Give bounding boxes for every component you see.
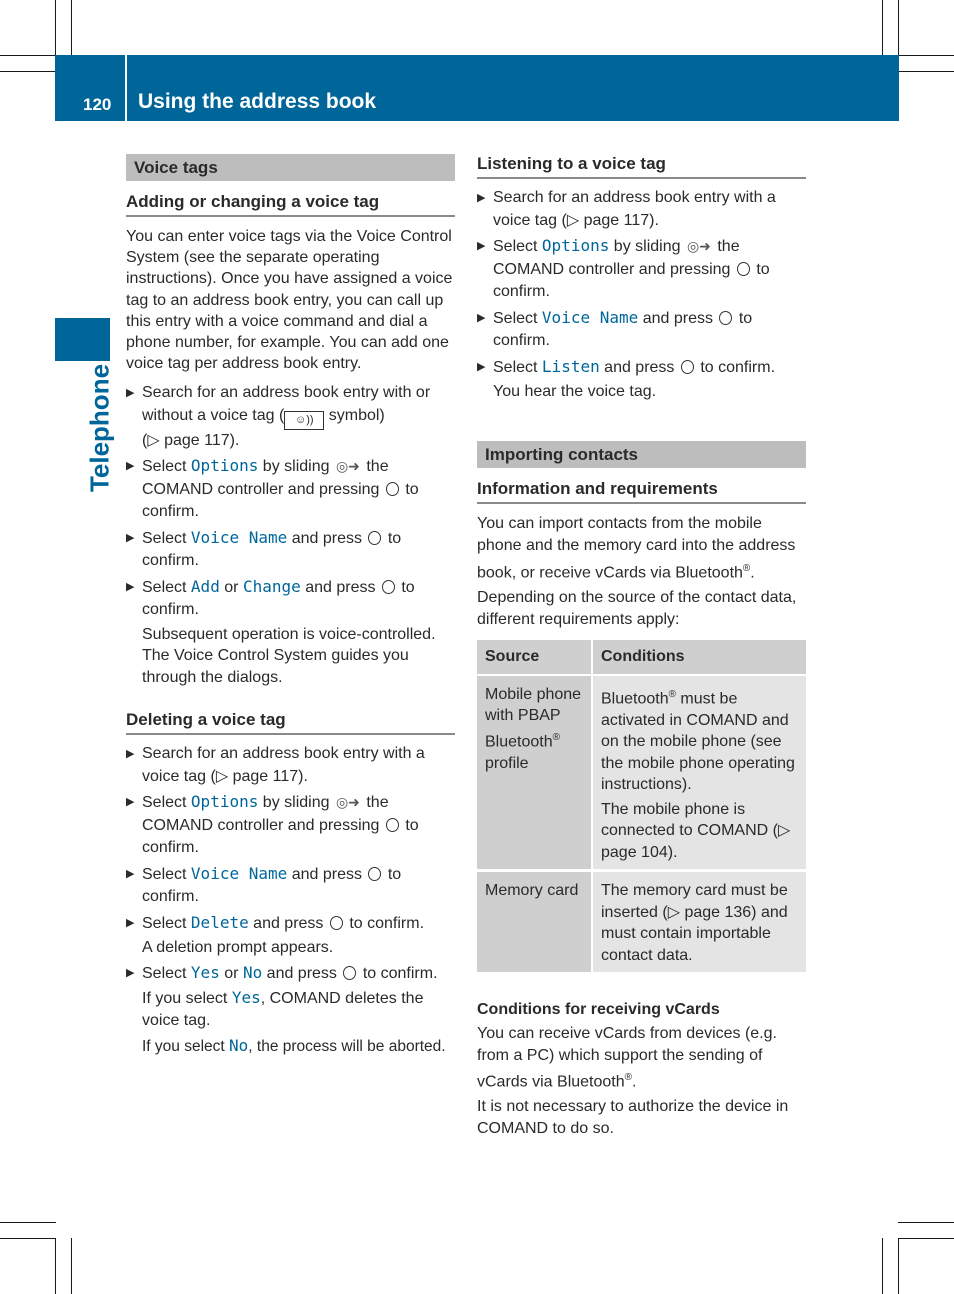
step-item: ▶ Select Add or Change and press to confirm. Subsequent operation is voice-controlled. The Voice Control System guides you through the dialogs. <box>126 576 455 689</box>
note-voice-controlled: Subsequent operation is voice-controlled. The Voice Control System guides you through the dialogs. <box>142 625 436 686</box>
page-title: Using the address book <box>138 90 377 113</box>
steps-adding <box>126 382 455 688</box>
menu-item-options: Options <box>190 456 259 476</box>
menu-item-change: Change <box>242 576 301 596</box>
table-header-row <box>477 640 806 675</box>
crop-mark <box>898 1238 954 1239</box>
arrow-icon: ▶ <box>126 966 135 979</box>
menu-item-voice-name: Voice Name <box>190 863 288 883</box>
side-tab-marker <box>55 318 110 361</box>
arrow-icon: ▶ <box>126 916 135 929</box>
note-if-no: If you select No, the process will be aborted. <box>142 1036 446 1056</box>
cell-source-memory-card: Memory card <box>477 871 592 974</box>
menu-item-voice-name: Voice Name <box>190 527 288 547</box>
note-if-yes: If you select Yes, COMAND deletes the voice tag. <box>142 988 424 1029</box>
menu-item-listen: Listen <box>541 356 600 376</box>
menu-item-options: Options <box>541 236 610 255</box>
step-item: ▶ Search for an address book entry with or without a voice tag ( ☺)) symbol) (▷ page 117). <box>126 384 431 449</box>
step-item: ▶ Select Voice Name and press to confirm. <box>477 307 753 349</box>
arrow-icon: ▶ <box>126 460 135 473</box>
arrow-icon: ▶ <box>126 580 135 593</box>
crop-mark <box>0 71 56 72</box>
arrow-icon: ▶ <box>477 360 486 373</box>
table-row <box>477 871 806 974</box>
arrow-icon: ▶ <box>126 796 135 809</box>
crop-mark <box>898 55 954 56</box>
step-item: ▶ Select Listen and press to confirm. You hear the voice tag. <box>477 356 806 403</box>
header-divider <box>125 55 127 121</box>
paragraph-intro: You can enter voice tags via the Voice Control System (see the separate operating instructions). Once you have assigned a voice tag to an address book entry, you can call up this entry with a voice command and dial a phone number, for example. You can add one voice tag per address book entry. <box>126 228 453 373</box>
table-row <box>477 675 806 871</box>
step-item: ▶ Select Options by sliding ◎➜ the COMAND controller and pressing to confirm. <box>477 236 770 300</box>
step-item: ▶ Select Voice Name and press to confirm. <box>126 527 402 570</box>
right-column <box>477 154 806 1139</box>
press-controller-icon <box>681 360 694 374</box>
note-deletion-prompt: A deletion prompt appears. <box>142 939 334 957</box>
arrow-icon: ▶ <box>126 387 135 400</box>
press-controller-icon <box>382 580 395 594</box>
press-controller-icon <box>330 916 343 930</box>
voice-tag-symbol-icon: ☺)) <box>284 411 324 430</box>
menu-item-yes: Yes <box>190 962 220 982</box>
press-controller-icon <box>719 311 732 325</box>
page-number: 120 <box>83 95 112 114</box>
column-header-conditions: Conditions <box>592 640 806 675</box>
step-item: ▶ Select Options by sliding ◎➜ the COMAND controller and pressing to confirm. <box>126 456 419 521</box>
note-hear-voice-tag: You hear the voice tag. <box>493 383 657 400</box>
slide-controller-icon: ◎➜ <box>335 458 360 475</box>
arrow-icon: ▶ <box>477 311 486 324</box>
crop-mark <box>898 1222 954 1223</box>
section-heading-voice-tags: Voice tags <box>126 154 455 181</box>
crop-mark <box>55 0 56 56</box>
steps-listening <box>477 187 806 403</box>
subheading-information-requirements: Information and requirements <box>477 479 806 504</box>
press-controller-icon <box>343 966 356 980</box>
menu-item-delete: Delete <box>190 912 249 932</box>
slide-controller-icon: ◎➜ <box>335 794 360 811</box>
cell-source-mobile: Mobile phone with PBAP Bluetooth® profile <box>477 675 592 871</box>
section-heading-importing-contacts: Importing contacts <box>477 441 806 468</box>
crop-mark <box>0 1222 56 1223</box>
menu-item-voice-name: Voice Name <box>541 307 639 327</box>
requirements-table <box>477 640 806 975</box>
page-header <box>55 55 899 121</box>
crop-mark <box>882 1238 883 1294</box>
paragraph-requirements: Depending on the source of the contact data, different requirements apply: <box>477 589 797 628</box>
press-controller-icon <box>386 818 399 832</box>
menu-item-no: No <box>242 962 263 982</box>
crop-mark <box>0 1238 56 1239</box>
menu-item-add: Add <box>190 576 220 596</box>
arrow-icon: ▶ <box>126 867 135 880</box>
left-column <box>126 154 455 1061</box>
press-controller-icon <box>737 262 750 276</box>
crop-mark <box>898 71 954 72</box>
crop-mark <box>882 0 883 56</box>
cell-conditions-mobile: Bluetooth® must be activated in COMAND and on the mobile phone (see the mobile phone operating instructions). The mobile phone is connected to COMAND (▷ page 104). <box>592 675 806 871</box>
paragraph-vcards: You can receive vCards from devices (e.g. from a PC) which support the sending of vCards via Bluetooth®. <box>477 1025 777 1091</box>
subheading-deleting-voice-tag: Deleting a voice tag <box>126 710 455 735</box>
crop-mark <box>55 1238 56 1294</box>
cell-conditions-memory-card: The memory card must be inserted (▷ page 136) and must contain importable contact data. <box>592 871 806 974</box>
arrow-icon: ▶ <box>477 240 486 252</box>
crop-mark <box>0 55 56 56</box>
step-item: ▶ Select Voice Name and press to confirm. <box>126 863 402 906</box>
crop-mark <box>898 0 899 56</box>
press-controller-icon <box>368 867 381 881</box>
press-controller-icon <box>386 482 399 496</box>
steps-deleting <box>126 743 455 1058</box>
column-header-source: Source <box>477 640 592 675</box>
subheading-listening-voice-tag: Listening to a voice tag <box>477 154 806 179</box>
arrow-icon: ▶ <box>126 531 135 544</box>
slide-controller-icon: ◎➜ <box>686 238 711 254</box>
crop-mark <box>71 0 72 56</box>
step-item: ▶ Select Yes or No and press to confirm. If you select Yes, COMAND deletes the voice tag. If you select No, the process will be aborted. <box>126 962 455 1058</box>
crop-mark <box>898 1238 899 1294</box>
paragraph-import-intro: You can import contacts from the mobile phone and the memory card into the address book, or receive vCards via Bluetooth®. <box>477 514 796 581</box>
crop-mark <box>71 1238 72 1294</box>
step-item: ▶ Select Delete and press to confirm. A deletion prompt appears. <box>126 912 455 959</box>
arrow-icon: ▶ <box>477 192 486 204</box>
step-item: ▶ Select Options by sliding ◎➜ the COMAND controller and pressing to confirm. <box>126 792 419 857</box>
paragraph-authorize: It is not necessary to authorize the device in COMAND to do so. <box>477 1098 789 1137</box>
step-item: ▶ Search for an address book entry with a voice tag (▷ page 117). <box>477 189 776 229</box>
subheading-adding-voice-tag: Adding or changing a voice tag <box>126 192 455 217</box>
arrow-icon: ▶ <box>126 748 135 761</box>
heading-vcard-conditions: Conditions for receiving vCards <box>477 1001 720 1019</box>
press-controller-icon <box>368 531 381 545</box>
menu-item-options: Options <box>190 792 259 812</box>
step-item: ▶ Search for an address book entry with a voice tag (▷ page 117). <box>126 745 425 785</box>
side-tab-label: Telephone <box>84 363 115 493</box>
